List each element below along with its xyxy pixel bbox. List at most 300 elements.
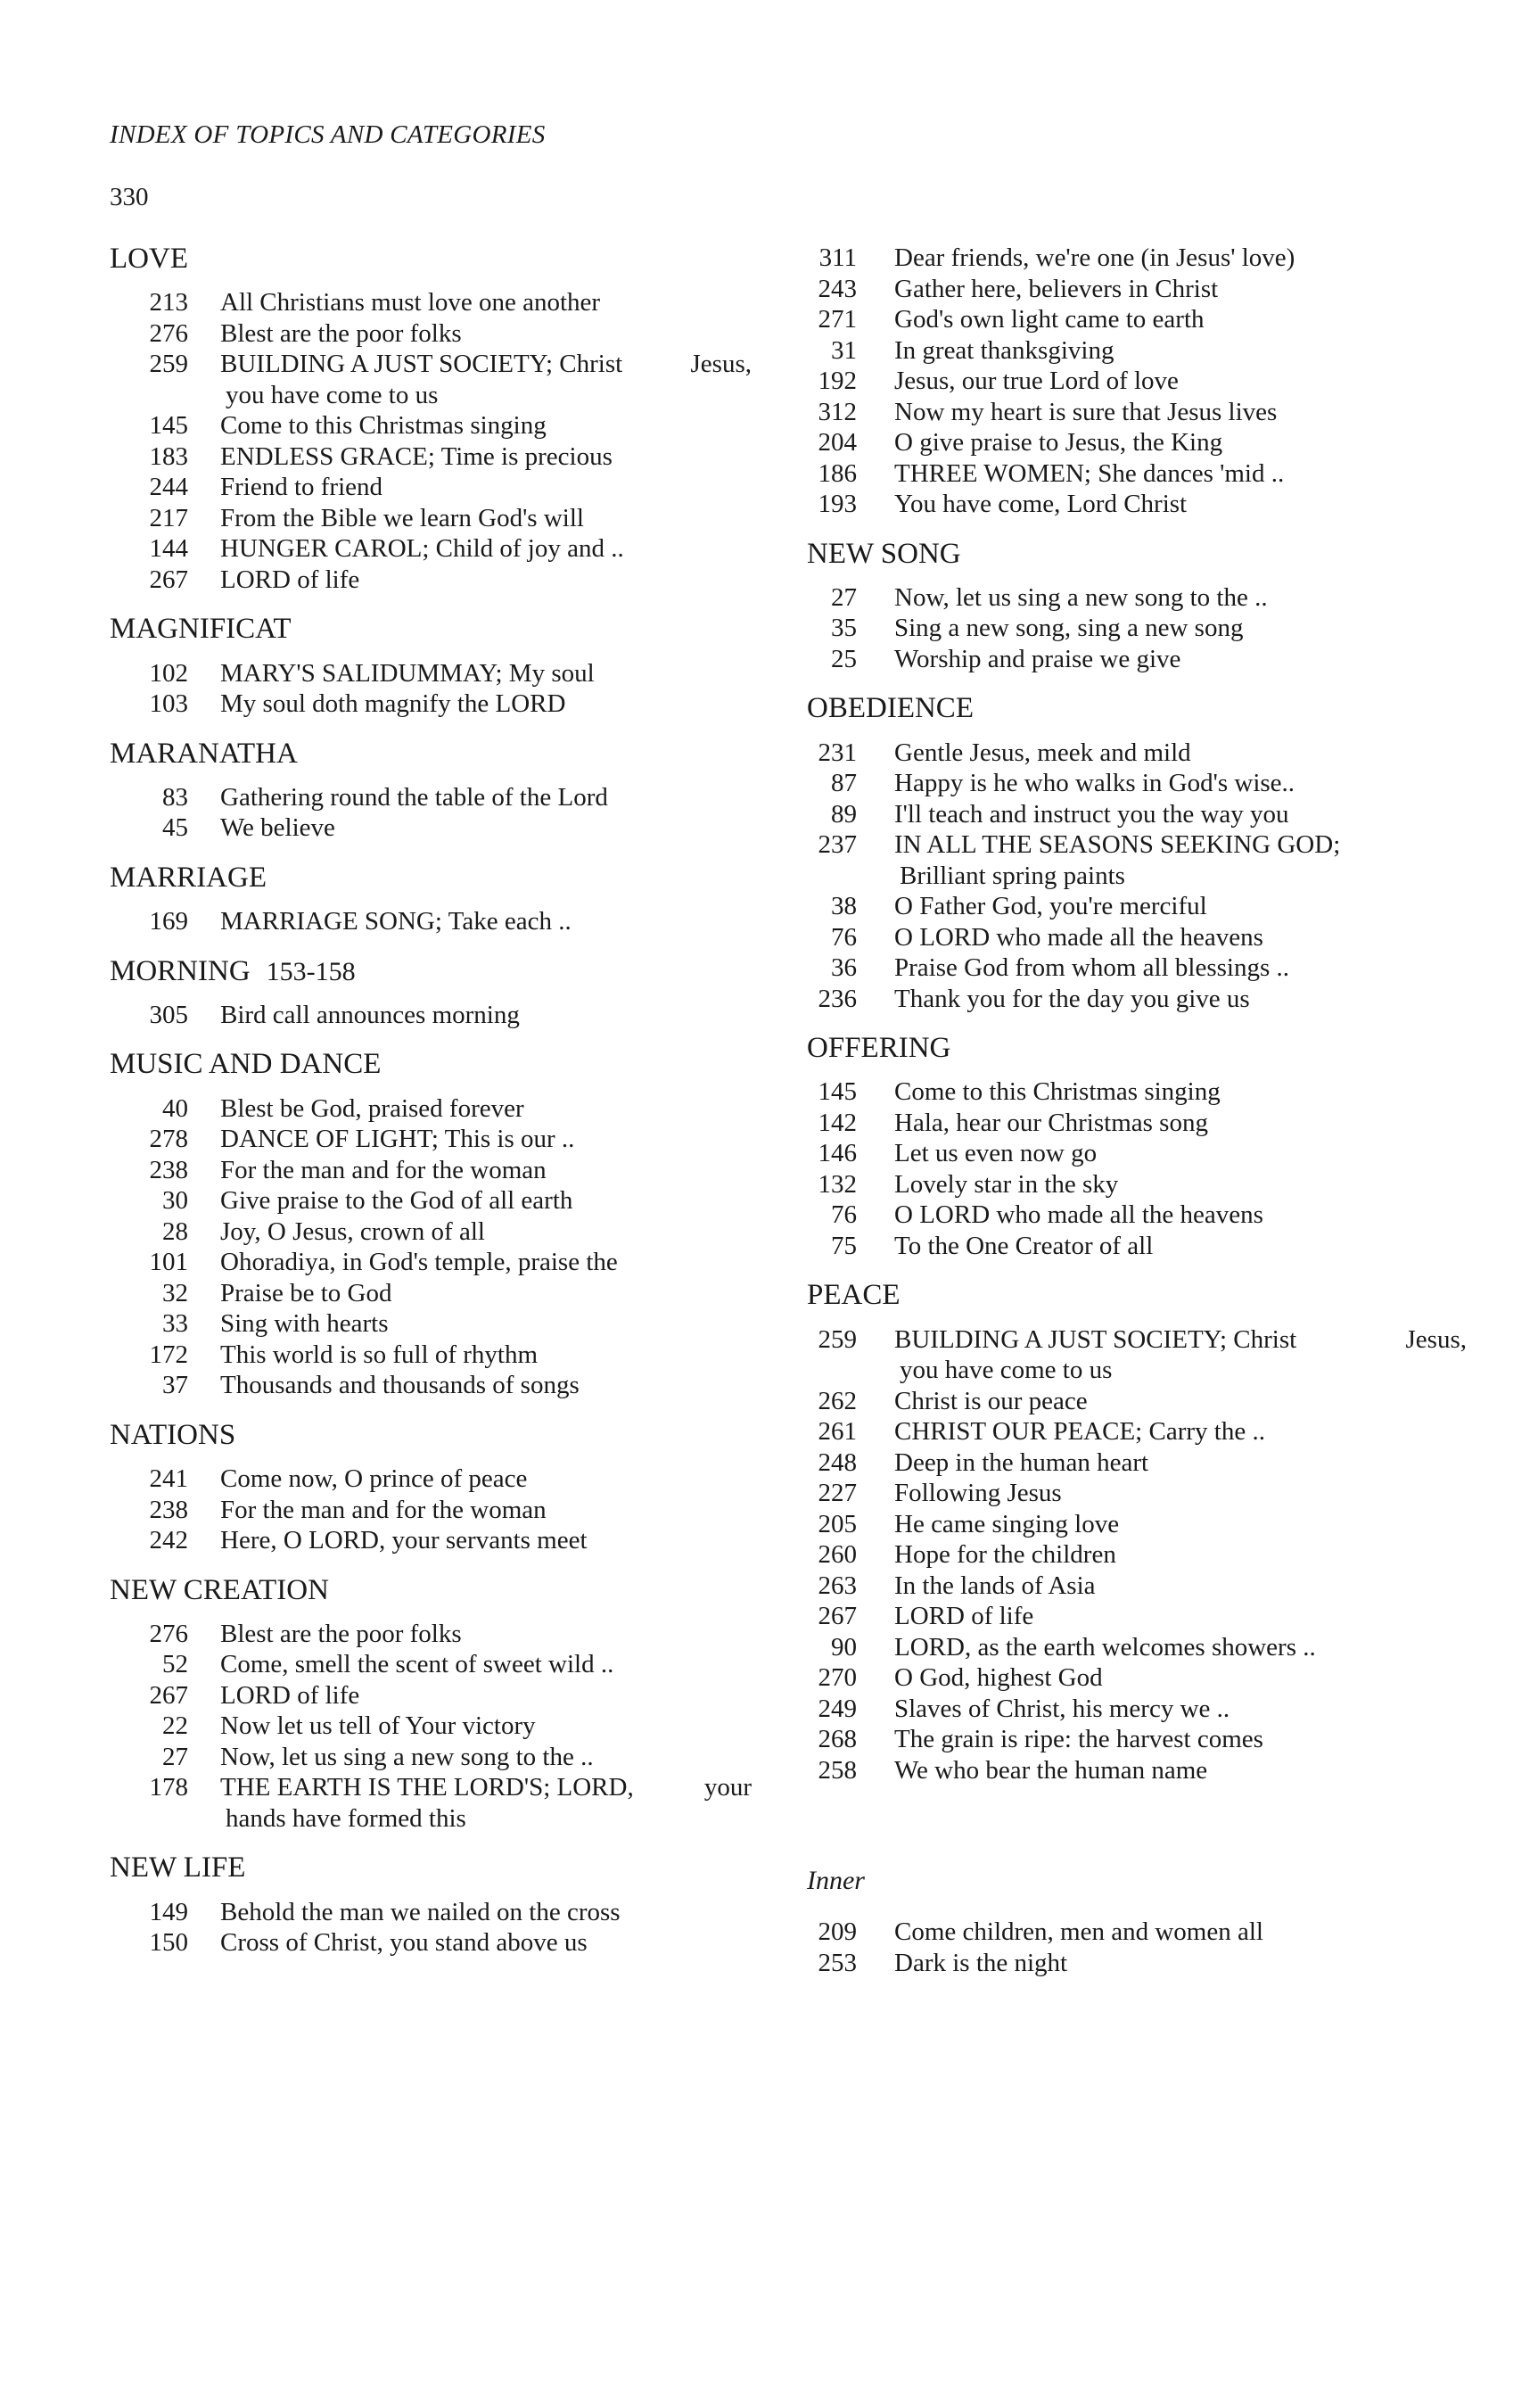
entry-gap bbox=[857, 1386, 894, 1417]
hymn-title: Gather here, believers in Christ bbox=[894, 274, 1219, 303]
index-entry bbox=[807, 1694, 1467, 1725]
index-entry bbox=[807, 397, 1467, 428]
hymn-number: 76 bbox=[831, 1200, 857, 1230]
hymn-number: 52 bbox=[162, 1650, 188, 1679]
hymn-number: 45 bbox=[162, 813, 188, 843]
topic-heading-text: MARANATHA bbox=[110, 737, 298, 770]
topic-section bbox=[807, 1279, 1467, 1785]
entry-gap bbox=[188, 1525, 220, 1556]
hymn-number: 261 bbox=[818, 1417, 857, 1447]
topic-heading-text: Inner bbox=[807, 1866, 865, 1896]
hymn-number: 238 bbox=[149, 1155, 188, 1184]
hymn-number: 205 bbox=[818, 1509, 857, 1538]
hymn-title: Now my heart is sure that Jesus lives bbox=[894, 397, 1278, 426]
entry-gap bbox=[857, 891, 894, 922]
index-entry bbox=[110, 1649, 752, 1680]
index-entry bbox=[110, 1772, 752, 1834]
hymn-number: 149 bbox=[149, 1897, 188, 1926]
entry-gap bbox=[857, 1076, 894, 1108]
entry-gap bbox=[188, 441, 220, 473]
hymn-title: Come, smell the scent of sweet wild .. bbox=[220, 1650, 614, 1679]
index-entry bbox=[110, 1340, 752, 1371]
entry-gap bbox=[188, 1124, 220, 1155]
entry-gap bbox=[857, 1169, 894, 1200]
index-entry bbox=[807, 738, 1467, 769]
entry-gap bbox=[188, 1093, 220, 1125]
index-entry bbox=[807, 1108, 1467, 1139]
index-entry bbox=[110, 1185, 752, 1216]
hymn-number: 258 bbox=[818, 1755, 857, 1785]
entry-gap bbox=[188, 782, 220, 813]
entry-gap bbox=[857, 1108, 894, 1139]
hymn-title: All Christians must love one another bbox=[220, 288, 601, 317]
hymn-number: 243 bbox=[818, 274, 857, 303]
hymn-title: O LORD who made all the heavens bbox=[894, 1200, 1263, 1230]
hymn-number: 36 bbox=[831, 953, 857, 983]
hymn-number: 305 bbox=[149, 1000, 188, 1029]
hymn-title-continuation: you have come to us bbox=[900, 1356, 1113, 1385]
hymn-title: Come to this Christmas singing bbox=[220, 411, 547, 441]
topic-heading bbox=[807, 1279, 1467, 1311]
topic-range: 153-158 bbox=[266, 956, 356, 986]
entry-gap bbox=[857, 1478, 894, 1509]
index-entry bbox=[807, 891, 1467, 922]
topic-heading bbox=[110, 1048, 752, 1080]
hymn-title: Slaves of Christ, his mercy we .. bbox=[894, 1694, 1230, 1723]
entry-gap bbox=[857, 984, 894, 1015]
index-entry bbox=[110, 1124, 752, 1155]
index-entry bbox=[110, 503, 752, 534]
index-entry bbox=[110, 318, 752, 350]
index-entry bbox=[807, 1539, 1467, 1571]
entry-gap bbox=[857, 489, 894, 520]
hymn-title-tail: your bbox=[703, 1773, 752, 1802]
index-entry bbox=[807, 1601, 1467, 1632]
entry-gap bbox=[857, 458, 894, 490]
topic-heading-text: MUSIC AND DANCE bbox=[110, 1048, 382, 1081]
hymn-title: MARY'S SALIDUMMAY; My soul bbox=[220, 658, 595, 688]
topic-heading-text: NEW SONG bbox=[807, 537, 961, 570]
hymn-title: Thousands and thousands of songs bbox=[220, 1371, 580, 1400]
hymn-title: Deep in the human heart bbox=[894, 1447, 1149, 1477]
entry-gap bbox=[857, 304, 894, 335]
hymn-number: 103 bbox=[149, 689, 188, 719]
hymn-title: Joy, O Jesus, crown of all bbox=[220, 1216, 485, 1246]
hymn-title: Thank you for the day you give us bbox=[894, 984, 1250, 1013]
hymn-title-line bbox=[894, 1324, 1467, 1356]
entry-gap bbox=[188, 533, 220, 565]
hymn-title-text: BUILDING A JUST SOCIETY; Christ bbox=[220, 350, 623, 379]
hymn-title: Gathering round the table of the Lord bbox=[220, 782, 608, 812]
entry-gap bbox=[188, 1772, 220, 1834]
hymn-number: 90 bbox=[831, 1632, 857, 1662]
hymn-title bbox=[220, 349, 752, 410]
topic-heading bbox=[110, 1574, 752, 1606]
topic-heading-text: OBEDIENCE bbox=[807, 692, 974, 725]
entry-gap bbox=[188, 1927, 220, 1959]
hymn-title: This world is so full of rhythm bbox=[220, 1340, 539, 1369]
index-entry bbox=[110, 1495, 752, 1526]
hymn-title: Bird call announces morning bbox=[220, 1000, 520, 1029]
index-entry bbox=[807, 1447, 1467, 1479]
hymn-number: 169 bbox=[149, 907, 188, 936]
hymn-title-line bbox=[220, 349, 752, 380]
hymn-number: 263 bbox=[818, 1571, 857, 1600]
hymn-number: 249 bbox=[818, 1694, 857, 1723]
topic-heading bbox=[807, 692, 1467, 724]
entry-gap bbox=[857, 1694, 894, 1725]
index-entry bbox=[807, 1478, 1467, 1509]
hymn-number: 145 bbox=[818, 1077, 857, 1107]
hymn-title: In the lands of Asia bbox=[894, 1571, 1096, 1600]
hymn-title: Blest are the poor folks bbox=[220, 1619, 462, 1648]
hymn-number: 22 bbox=[162, 1711, 188, 1741]
hymn-title: Let us even now go bbox=[894, 1139, 1098, 1168]
index-entry bbox=[110, 1742, 752, 1773]
index-entry bbox=[807, 1755, 1467, 1786]
index-entry bbox=[807, 952, 1467, 984]
entry-gap bbox=[188, 1742, 220, 1773]
index-entry bbox=[807, 304, 1467, 335]
hymn-title-line bbox=[894, 829, 1467, 861]
index-entry bbox=[807, 366, 1467, 397]
hymn-number: 268 bbox=[818, 1725, 857, 1754]
hymn-number: 28 bbox=[162, 1216, 188, 1246]
index-entry bbox=[807, 984, 1467, 1015]
entry-gap bbox=[857, 1755, 894, 1786]
hymn-title: Hala, hear our Christmas song bbox=[894, 1108, 1208, 1137]
hymn-title: Behold the man we nailed on the cross bbox=[220, 1897, 621, 1926]
hymn-title: God's own light came to earth bbox=[894, 305, 1205, 334]
hymn-title: My soul doth magnify the LORD bbox=[220, 689, 566, 719]
index-entry bbox=[110, 1619, 752, 1650]
entry-gap bbox=[188, 1308, 220, 1340]
index-entry bbox=[807, 489, 1467, 520]
index-entry bbox=[807, 768, 1467, 799]
index-entry bbox=[110, 1278, 752, 1309]
hymn-number: 270 bbox=[818, 1663, 857, 1693]
entry-gap bbox=[857, 1138, 894, 1169]
hymn-number: 35 bbox=[831, 614, 857, 643]
hymn-number: 192 bbox=[818, 367, 857, 395]
index-entry bbox=[807, 1138, 1467, 1169]
topic-heading bbox=[110, 955, 752, 987]
topic-heading-text: NATIONS bbox=[110, 1418, 236, 1451]
hymn-title: Cross of Christ, you stand above us bbox=[220, 1928, 588, 1958]
hymn-title-continuation: Brilliant spring paints bbox=[900, 861, 1125, 890]
topic-heading-text: MORNING bbox=[110, 954, 251, 987]
hymn-number: 271 bbox=[818, 305, 857, 334]
hymn-number: 259 bbox=[149, 350, 188, 379]
hymn-title: CHRIST OUR PEACE; Carry the .. bbox=[894, 1417, 1265, 1447]
hymn-title: Friend to friend bbox=[220, 473, 383, 502]
index-entry bbox=[110, 1216, 752, 1248]
entry-gap bbox=[857, 1917, 894, 1948]
hymn-title: For the man and for the woman bbox=[220, 1155, 547, 1184]
hymn-number: 37 bbox=[162, 1371, 188, 1400]
entry-gap bbox=[857, 1324, 894, 1386]
hymn-title: O God, highest God bbox=[894, 1663, 1103, 1693]
hymn-title: Worship and praise we give bbox=[894, 644, 1181, 673]
entry-gap bbox=[188, 410, 220, 441]
index-entry bbox=[807, 1416, 1467, 1447]
entry-gap bbox=[857, 1231, 894, 1262]
index-entry bbox=[807, 829, 1467, 891]
hymn-number: 146 bbox=[818, 1139, 857, 1168]
hymn-number: 276 bbox=[149, 318, 188, 348]
index-entry bbox=[807, 1724, 1467, 1755]
topic-heading bbox=[110, 862, 752, 894]
hymn-title bbox=[220, 1772, 752, 1834]
topic-section bbox=[110, 1048, 752, 1400]
index-entry bbox=[807, 1632, 1467, 1663]
entry-gap bbox=[188, 1340, 220, 1371]
index-entry bbox=[110, 1680, 752, 1711]
hymn-number: 242 bbox=[149, 1526, 188, 1555]
entry-gap bbox=[188, 1155, 220, 1186]
hymn-number: 311 bbox=[818, 243, 857, 272]
entry-gap bbox=[188, 472, 220, 503]
hymn-title: From the Bible we learn God's will bbox=[220, 503, 584, 532]
hymn-title: MARRIAGE SONG; Take each .. bbox=[220, 907, 572, 936]
entry-gap bbox=[857, 1571, 894, 1602]
hymn-title: LORD of life bbox=[220, 1680, 360, 1710]
hymn-title: O give praise to Jesus, the King bbox=[894, 428, 1223, 457]
hymn-number: 25 bbox=[831, 644, 857, 673]
index-entry bbox=[110, 1464, 752, 1495]
index-entry bbox=[110, 1093, 752, 1125]
entry-gap bbox=[188, 1464, 220, 1495]
index-entry bbox=[110, 1000, 752, 1031]
hymn-number: 30 bbox=[162, 1186, 188, 1216]
hymn-number: 237 bbox=[818, 830, 857, 860]
hymn-title: We believe bbox=[220, 813, 335, 843]
hymn-number: 231 bbox=[818, 738, 857, 767]
index-entry bbox=[807, 1917, 1467, 1948]
hymn-number: 276 bbox=[149, 1619, 188, 1648]
hymn-number: 259 bbox=[818, 1324, 857, 1354]
hymn-title: Dark is the night bbox=[894, 1948, 1068, 1977]
topic-section bbox=[110, 243, 752, 595]
index-entry bbox=[110, 1927, 752, 1959]
topic-section bbox=[807, 692, 1467, 1014]
index-entry bbox=[807, 243, 1467, 274]
hymn-number: 75 bbox=[831, 1231, 857, 1260]
entry-gap bbox=[857, 1200, 894, 1231]
index-entry bbox=[807, 1948, 1467, 1979]
hymn-title: DANCE OF LIGHT; This is our .. bbox=[220, 1125, 575, 1154]
hymn-title: In great thanksgiving bbox=[894, 335, 1114, 365]
index-entry bbox=[110, 1247, 752, 1278]
entry-gap bbox=[857, 1632, 894, 1663]
index-entry bbox=[110, 906, 752, 937]
entry-gap bbox=[857, 738, 894, 769]
hymn-title: Blest are the poor folks bbox=[220, 318, 462, 348]
entry-gap bbox=[188, 689, 220, 720]
hymn-number: 260 bbox=[818, 1540, 857, 1570]
topic-heading-text: NEW CREATION bbox=[110, 1573, 329, 1606]
topic-heading bbox=[110, 1851, 752, 1884]
hymn-title-line bbox=[220, 1772, 752, 1803]
hymn-number: 178 bbox=[149, 1773, 188, 1802]
entry-gap bbox=[188, 349, 220, 410]
topic-heading-text: LOVE bbox=[110, 243, 188, 275]
hymn-number: 31 bbox=[831, 335, 857, 365]
hymn-title: Ohoradiya, in God's temple, praise the bbox=[220, 1248, 618, 1277]
topic-heading-text: PEACE bbox=[807, 1279, 901, 1312]
hymn-title-text: IN ALL THE SEASONS SEEKING GOD; bbox=[894, 830, 1341, 860]
hymn-number: 145 bbox=[149, 411, 188, 441]
index-entry bbox=[110, 658, 752, 689]
index-entry bbox=[110, 533, 752, 565]
hymn-number: 33 bbox=[162, 1309, 188, 1339]
index-entry bbox=[807, 1324, 1467, 1386]
hymn-number: 267 bbox=[149, 565, 188, 594]
hymn-title: O LORD who made all the heavens bbox=[894, 922, 1263, 952]
index-entry bbox=[110, 472, 752, 503]
hymn-number: 241 bbox=[149, 1464, 188, 1494]
hymn-number: 101 bbox=[149, 1248, 188, 1277]
entry-gap bbox=[857, 243, 894, 274]
hymn-number: 38 bbox=[831, 892, 857, 921]
topic-section bbox=[110, 738, 752, 844]
entry-gap bbox=[857, 335, 894, 367]
hymn-number: 27 bbox=[831, 582, 857, 612]
topic-heading bbox=[110, 1419, 752, 1451]
index-entry bbox=[110, 441, 752, 473]
entry-gap bbox=[188, 1897, 220, 1928]
hymn-title: HUNGER CAROL; Child of joy and .. bbox=[220, 534, 624, 564]
index-entry bbox=[807, 1169, 1467, 1200]
topic-heading-text: NEW LIFE bbox=[110, 1851, 246, 1884]
hymn-number: 236 bbox=[818, 984, 857, 1013]
entry-gap bbox=[188, 658, 220, 689]
hymn-number: 267 bbox=[818, 1602, 857, 1631]
hymn-title: We who bear the human name bbox=[894, 1755, 1208, 1785]
entry-gap bbox=[857, 952, 894, 984]
hymn-title: For the man and for the woman bbox=[220, 1495, 547, 1524]
entry-gap bbox=[857, 613, 894, 644]
topic-heading bbox=[110, 613, 752, 645]
topic-heading bbox=[807, 1866, 1467, 1895]
entry-gap bbox=[188, 812, 220, 844]
hymn-number: 27 bbox=[162, 1742, 188, 1771]
entry-gap bbox=[857, 1509, 894, 1540]
hymn-title: Christ is our peace bbox=[894, 1386, 1088, 1415]
hymn-title: Dear friends, we're one (in Jesus' love) bbox=[894, 243, 1295, 272]
index-entry bbox=[807, 799, 1467, 830]
hymn-number: 102 bbox=[149, 658, 188, 688]
entry-gap bbox=[857, 1948, 894, 1979]
hymn-number: 209 bbox=[818, 1917, 857, 1947]
hymn-title: Here, O LORD, your servants meet bbox=[220, 1526, 588, 1555]
index-entry bbox=[110, 565, 752, 596]
entry-gap bbox=[857, 644, 894, 675]
hymn-title: Following Jesus bbox=[894, 1479, 1062, 1508]
entry-gap bbox=[188, 287, 220, 318]
hymn-title: Happy is he who walks in God's wise.. bbox=[894, 769, 1295, 798]
index-entry bbox=[110, 410, 752, 441]
entry-gap bbox=[188, 1247, 220, 1278]
hymn-number: 253 bbox=[818, 1948, 857, 1977]
topic-heading bbox=[110, 243, 752, 275]
index-entry bbox=[807, 613, 1467, 644]
hymn-number: 144 bbox=[149, 534, 188, 564]
hymn-title: He came singing love bbox=[894, 1509, 1120, 1538]
index-entry bbox=[110, 1155, 752, 1186]
hymn-title: The grain is ripe: the harvest comes bbox=[894, 1725, 1263, 1754]
entry-gap bbox=[188, 1185, 220, 1216]
hymn-title: I'll teach and instruct you the way you bbox=[894, 799, 1289, 829]
hymn-number: 172 bbox=[149, 1340, 188, 1369]
hymn-title-tail: Jesus, bbox=[1405, 1324, 1467, 1354]
index-entry bbox=[807, 1571, 1467, 1602]
index-entry bbox=[110, 812, 752, 844]
hymn-number: 227 bbox=[818, 1479, 857, 1508]
entry-gap bbox=[857, 1447, 894, 1479]
hymn-title: Give praise to the God of all earth bbox=[220, 1186, 573, 1216]
hymn-title: LORD of life bbox=[894, 1602, 1034, 1631]
hymn-title: Blest be God, praised forever bbox=[220, 1093, 524, 1123]
hymn-title-continuation: hands have formed this bbox=[226, 1803, 466, 1833]
index-entry bbox=[110, 689, 752, 720]
entry-gap bbox=[188, 1370, 220, 1401]
hymn-number: 267 bbox=[149, 1680, 188, 1710]
hymn-title: Come to this Christmas singing bbox=[894, 1077, 1221, 1107]
entry-gap bbox=[188, 1000, 220, 1031]
topic-section bbox=[807, 1866, 1467, 1978]
hymn-number: 244 bbox=[149, 473, 188, 502]
index-entry bbox=[807, 1509, 1467, 1540]
entry-gap bbox=[857, 829, 894, 891]
topic-section bbox=[807, 1032, 1467, 1261]
hymn-title: THREE WOMEN; She dances 'mid .. bbox=[894, 458, 1285, 488]
entry-gap bbox=[857, 1601, 894, 1632]
hymn-title: To the One Creator of all bbox=[894, 1231, 1154, 1260]
hymn-title: Praise be to God bbox=[220, 1278, 392, 1307]
hymn-number: 248 bbox=[818, 1447, 857, 1477]
entry-gap bbox=[857, 768, 894, 799]
index-entry bbox=[807, 922, 1467, 953]
hymn-number: 262 bbox=[818, 1386, 857, 1415]
hymn-title: LORD, as the earth welcomes showers .. bbox=[894, 1632, 1316, 1662]
topic-heading-text: MAGNIFICAT bbox=[110, 613, 292, 646]
entry-gap bbox=[188, 906, 220, 937]
running-head: INDEX OF TOPICS AND CATEGORIES bbox=[110, 120, 546, 149]
index-entry bbox=[807, 1231, 1467, 1262]
entry-gap bbox=[188, 1711, 220, 1742]
index-entry bbox=[807, 335, 1467, 367]
index-entry bbox=[110, 1711, 752, 1742]
topic-section bbox=[110, 862, 752, 937]
index-entry bbox=[110, 1370, 752, 1401]
hymn-number: 193 bbox=[818, 490, 857, 518]
hymn-title: Come now, O prince of peace bbox=[220, 1464, 528, 1494]
index-entry bbox=[807, 427, 1467, 458]
hymn-number: 89 bbox=[831, 799, 857, 829]
topic-section bbox=[110, 613, 752, 719]
hymn-number: 183 bbox=[149, 441, 188, 471]
hymn-number: 150 bbox=[149, 1928, 188, 1958]
index-entry bbox=[110, 1897, 752, 1928]
entry-gap bbox=[857, 274, 894, 305]
hymn-title: Jesus, our true Lord of love bbox=[894, 367, 1179, 395]
index-entry bbox=[110, 287, 752, 318]
entry-gap bbox=[188, 1649, 220, 1680]
hymn-title: Now, let us sing a new song to the .. bbox=[220, 1742, 594, 1771]
entry-gap bbox=[188, 1495, 220, 1526]
index-entry bbox=[807, 274, 1467, 305]
